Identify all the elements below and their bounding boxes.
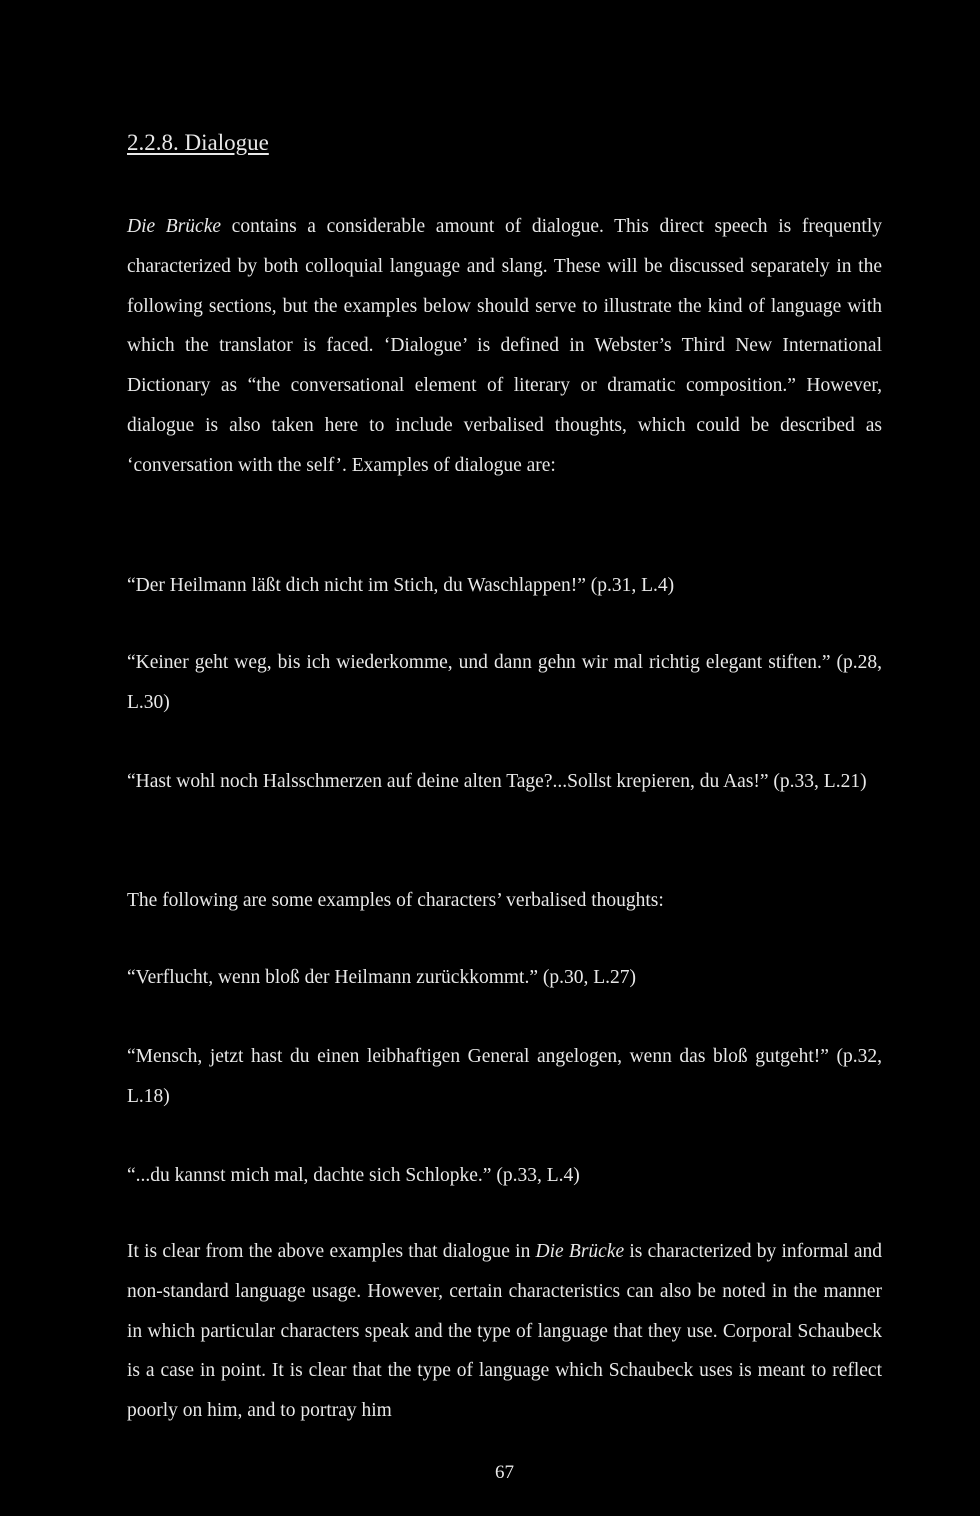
thoughts-intro: The following are some examples of characters’ verbalised thoughts:: [127, 890, 664, 911]
page-number: 67: [495, 1462, 514, 1483]
intro-text: contains a considerable amount of dialogue. This direct speech is frequently characterized by both colloquial language and slang. These will be discussed separately in the following sections, but the examples below should serve to illustrate the kind of language with which the translator is faced. ‘Dialogue’ is defined in Webster’s Third New International Dictionary as “the conversational element of literary or dramatic composition.” However, dialogue is also taken here to include verbalised thoughts, which could be described as ‘conversation with the self’. Examples of dialogue are:: [127, 216, 882, 476]
thought-example-3: “...du kannst mich mal, dachte sich Schlopke.” (p.33, L.4): [127, 1165, 580, 1186]
document-page: [127, 0, 882, 1516]
dialogue-example-3: “Hast wohl noch Halsschmerzen auf deine alten Tage?...Sollst krepieren, du Aas!” (p.33, L.21): [127, 771, 867, 792]
book-title: Die Brücke: [127, 216, 222, 237]
thought-example-2: “Mensch, jetzt hast du einen leibhaftigen General angelogen, wenn das bloß gutgeht!” (p.32, L.18): [127, 1046, 882, 1107]
conclusion-paragraph: [127, 1232, 882, 1431]
intro-paragraph: [127, 207, 882, 486]
dialogue-example-1: “Der Heilmann läßt dich nicht im Stich, du Waschlappen!” (p.31, L.4): [127, 575, 675, 596]
thought-example-1: “Verflucht, wenn bloß der Heilmann zurückkommt.” (p.30, L.27): [127, 967, 637, 988]
section-heading: 2.2.8. Dialogue: [127, 130, 269, 155]
conclusion-text-after: is characterized by informal and non-standard language usage. However, certain characteristics can also be noted in the manner in which particular characters speak and the type of language that they use. Corporal Schaubeck is a case in point. It is clear that the type of language which Schaubeck uses is meant to reflect poorly on him, and to portray him: [127, 1241, 883, 1422]
conclusion-text-before: It is clear from the above examples that dialogue in: [127, 1241, 536, 1262]
book-title: Die Brücke: [535, 1241, 625, 1262]
dialogue-example-2: “Keiner geht weg, bis ich wiederkomme, und dann gehn wir mal richtig elegant stiften.” (p.28, L.30): [127, 652, 882, 713]
